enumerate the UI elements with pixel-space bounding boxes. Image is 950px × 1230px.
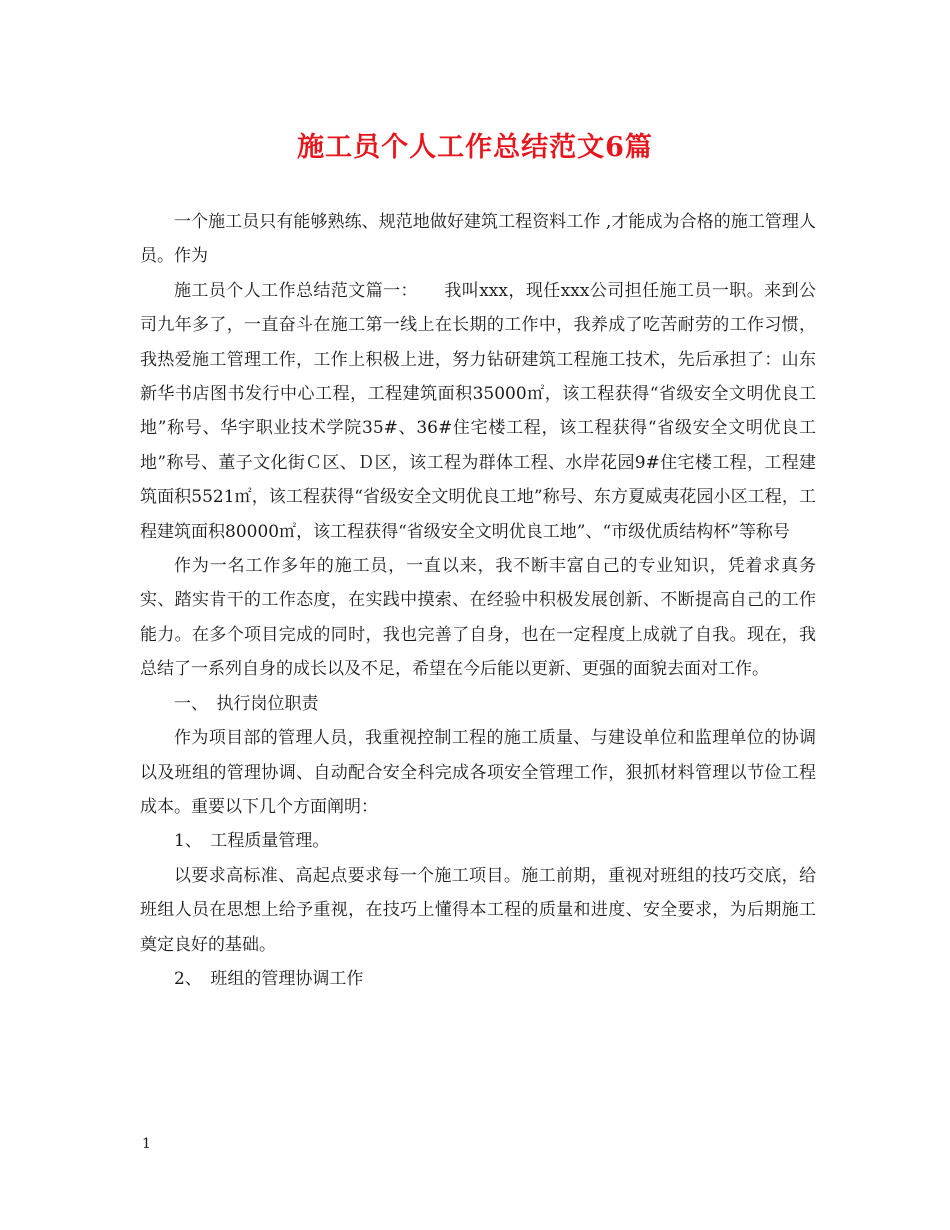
paragraph-intro: 一个施工员只有能够熟练、规范地做好建筑工程资料工作 ,才能成为合格的施工管理人员。作为	[140, 212, 816, 267]
paragraph-experience: 作为一名工作多年的施工员，一直以来，我不断丰富自己的专业知识，凭着求真务实、踏实肯干的工作态度，在实践中摸索、在经验中积极发展创新、不断提高自己的工作能力。在多个项目完成的同时，我也完善了自身，也在一定程度上成就了自我。现在，我总结了一系列自身的成长以及不足，希望在今后能以更新、更强的面貌去面对工作。	[140, 556, 816, 680]
heading-duties: 一、 执行岗位职责	[174, 693, 319, 714]
paragraph-part-one: 施工员个人工作总结范文篇一： 我叫xxx，现任xxx公司担任施工员一职。来到公司九年多了，一直奋斗在施工第一线上在长期的工作中，我养成了吃苦耐劳的工作习惯，我热爱施工管理工作，工作上积极上进，努力钻研建筑工程施工技术，先后承担了：山东新华书店图书发行中心工程，工程建筑面积35000㎡，该工程获得“省级安全文明优良工地”称号、华宇职业技术学院35#、36#住宅楼工程，该工程获得“省级安全文明优良工地”称号、董子文化街Ｃ区、Ｄ区，该工程为群体工程、水岸花园9#住宅楼工程，工程建筑面积5521㎡，该工程获得“省级安全文明优良工地”称号、东方夏威夷花园小区工程，工程建筑面积80000㎡，该工程获得“省级安全文明优良工地”、“市级优质结构杯”等称号	[140, 280, 816, 542]
paragraph-quality: 以要求高标准、高起点要求每一个施工项目。施工前期，重视对班组的技巧交底，给班组人员在思想上给予重视，在技巧上懂得本工程的质量和进度、安全要求，为后期施工奠定良好的基础。	[140, 865, 816, 955]
heading-quality: 1、 工程质量管理。	[174, 831, 330, 852]
page-number: 1	[142, 1136, 151, 1152]
document-body	[140, 205, 816, 996]
document-title: 施工员个人工作总结范文6篇	[297, 132, 653, 163]
paragraph-duties: 作为项目部的管理人员，我重视控制工程的施工质量、与建设单位和监理单位的协调以及班组的管理协调、自动配合安全科完成各项安全管理工作，狠抓材料管理以节俭工程成本。重要以下几个方面阐明：	[140, 728, 816, 817]
heading-team: 2、 班组的管理协调工作	[174, 968, 364, 989]
